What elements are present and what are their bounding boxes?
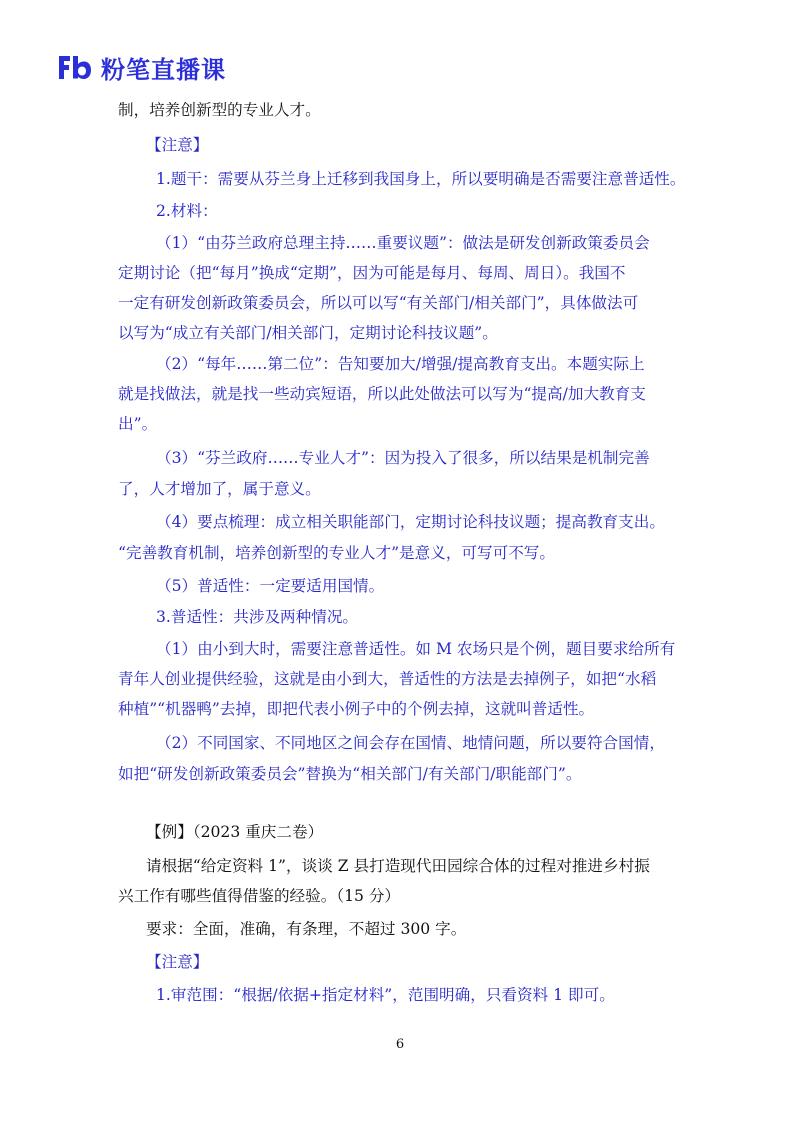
section-heading: 【注意】	[146, 136, 209, 154]
paragraph-line: 种植”“机器鸭”去掉，即把代表小例子中的个例去掉，这就叫普适性。	[118, 700, 595, 718]
paragraph-line: 以写为“成立有关部门/相关部门，定期讨论科技议题”。	[118, 324, 498, 342]
paragraph-line: （1）“由芬兰政府总理主持……重要议题”：做法是研发创新政策委员会	[156, 234, 650, 252]
paragraph-line: （3）“芬兰政府……专业人才”：因为投入了很多，所以结果是机制完善	[156, 449, 650, 467]
fenbi-logo-icon	[57, 52, 93, 82]
paragraph-line: 1.题干：需要从芬兰身上迁移到我国身上，所以要明确是否需要注意普适性。	[156, 170, 686, 188]
paragraph-line: 请根据“给定资料 1”，谈谈 Z 县打造现代田园综合体的过程对推进乡村振	[146, 857, 650, 875]
paragraph-line: 如把“研发创新政策委员会”替换为“相关部门/有关部门/职能部门”。	[118, 765, 582, 783]
paragraph-line: 2.材料：	[156, 202, 218, 220]
paragraph-line: 就是找做法，就是找一些动宾短语，所以此处做法可以写为“提高/加大教育支	[118, 385, 646, 403]
header	[57, 50, 226, 84]
paragraph-line: 兴工作有哪些值得借鉴的经验。（15 分）	[118, 887, 401, 905]
example-heading: 【例】（2023 重庆二卷）	[146, 823, 324, 841]
paragraph-line: 出”。	[118, 415, 158, 433]
paragraph-line: 1.审范围：“根据/依据+指定材料”，范围明确，只看资料 1 即可。	[156, 986, 615, 1004]
paragraph-line: 青年人创业提供经验，这就是由小到大，普适性的方法是去掉例子，如把“水稻	[118, 670, 657, 688]
paragraph-line: 一定有研发创新政策委员会，所以可以写“有关部门/相关部门”，具体做法可	[118, 294, 639, 312]
paragraph-line: 要求：全面，准确，有条理，不超过 300 字。	[146, 920, 467, 938]
paragraph-line: （4）要点梳理：成立相关职能部门，定期讨论科技议题；提高教育支出。	[156, 513, 665, 531]
paragraph-line: “完善教育机制，培养创新型的专业人才”是意义，可写可不写。	[118, 544, 555, 562]
page-number: 6	[395, 1037, 405, 1052]
paragraph-line: （2）“每年……第二位”：告知要加大/增强/提高教育支出。本题实际上	[156, 355, 645, 373]
paragraph-line: （2）不同国家、不同地区之间会存在国情、地情问题，所以要符合国情，	[156, 734, 665, 752]
section-heading: 【注意】	[146, 953, 209, 971]
paragraph-line: 3.普适性：共涉及两种情况。	[156, 608, 359, 626]
paragraph-line: （5）普适性：一定要适用国情。	[156, 577, 385, 595]
paragraph-line: 制，培养创新型的专业人才。	[118, 101, 321, 119]
brand-name: 粉笔直播课	[101, 55, 226, 84]
paragraph-line: 定期讨论（把“每月”换成“定期”，因为可能是每月、每周、周日）。我国不	[118, 264, 626, 282]
paragraph-line: 了，人才增加了，属于意义。	[118, 480, 321, 498]
paragraph-line: （1）由小到大时，需要注意普适性。如 M 农场只是个例，题目要求给所有	[156, 640, 676, 658]
